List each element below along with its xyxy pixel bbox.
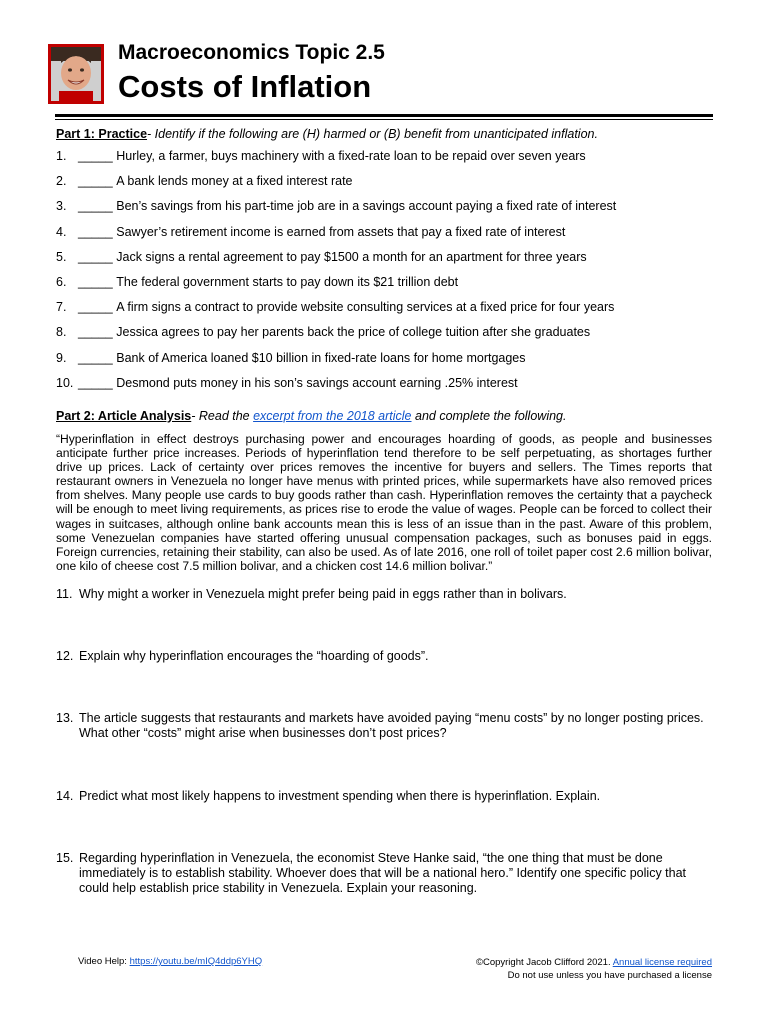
item-text: Jack signs a rental agreement to pay $1500 a month for an apartment for three years [116, 249, 587, 264]
question-text: The article suggests that restaurants and markets have avoided paying “menu costs” by no longer posting prices. What other “costs” might arise when businesses don’t post prices? [79, 711, 704, 740]
item-number: 1. [56, 149, 67, 163]
question-text: Why might a worker in Venezuela might prefer being paid in eggs rather than in bolivars. [79, 587, 567, 601]
item-number: 4. [56, 224, 67, 239]
question-14 [56, 789, 712, 804]
question-text: Explain why hyperinflation encourages the “hoarding of goods”. [79, 649, 429, 663]
video-help-link[interactable]: https://youtu.be/mIQ4ddp6YHQ [129, 956, 263, 967]
practice-item [56, 275, 716, 300]
answer-blank[interactable]: _____ [78, 350, 113, 365]
item-text: Jessica agrees to pay her parents back the price of college tuition after she graduates [116, 325, 591, 340]
item-text: The federal government starts to pay down its $21 trillion debt [116, 274, 459, 289]
page-title: Costs of Inflation [118, 69, 372, 104]
question-number: 11. [56, 587, 73, 601]
question-15 [56, 851, 712, 896]
article-quote: “Hyperinflation in effect destroys purchasing power and encourages hoarding of goods, as people and businesses anticipate further price increases. Periods of hyperinflation tend therefore to be self perpetuating, as shortages further drive up prices. Lack of certainty over prices removes the incentive for buyers and sellers. The Times reports that restaurant owners in Venezuela no longer have menus with printed prices, while supermarkets have also removed prices from shelves. Many people use cards to buy goods rather than cash. Hyperinflation removes the certainty that a paycheck will be enough to meet living requirements, as prices rise to erode the value of wages. People can be forced to collect their wages in suitcases, although online bank accounts mean this is less of an issue than in the past. Aware of this problem, some Venezuelan companies have started offering unusual compensation packages, such as bonuses paid in eggs. Foreign currencies, retaining their stability, can also be used. As of late 2016, one roll of toilet paper cost 2.6 million bolivar, one kilo of cheese cost 7.5 million bolivar, and a chicken cost 14.6 million bolivar.” [56, 432, 712, 573]
item-text: Sawyer’s retirement income is earned from assets that pay a fixed rate of interest [116, 224, 566, 239]
copyright-text: ©Copyright Jacob Clifford 2021. [475, 957, 613, 968]
answer-blank[interactable]: _____ [78, 174, 113, 189]
answer-blank[interactable]: _____ [78, 375, 113, 390]
header-divider-thick [55, 114, 713, 117]
license-notice: Do not use unless you have purchased a license [507, 970, 712, 981]
author-photo [48, 44, 104, 104]
item-number: 9. [56, 350, 67, 365]
answer-blank[interactable]: _____ [78, 199, 113, 214]
header-divider-thin [55, 119, 713, 120]
question-12 [56, 649, 712, 664]
question-13 [56, 711, 712, 741]
question-number: 14. [56, 789, 74, 803]
video-help-label: Video Help: [78, 956, 130, 967]
item-number: 6. [56, 274, 67, 289]
item-text: A firm signs a contract to provide website consulting services at a fixed price for four years [116, 300, 615, 315]
answer-blank[interactable]: _____ [78, 325, 113, 340]
practice-item [56, 199, 716, 224]
answer-blank[interactable]: _____ [78, 249, 113, 264]
part2-lead: Part 2: Article Analysis [56, 409, 192, 423]
item-text: Ben’s savings from his part-time job are in a savings account paying a fixed rate of interest [116, 199, 617, 214]
question-text: Regarding hyperinflation in Venezuela, the economist Steve Hanke said, “the one thing that must be done immediately is to establish stability. Whoever does that will be a national hero.” Identify one specific policy that could help establish price stability in Venezuela. Explain your reasoning. [79, 851, 687, 895]
item-number: 8. [56, 325, 67, 340]
footer-video-help [78, 956, 262, 967]
question-number: 13. [56, 711, 74, 725]
answer-blank[interactable]: _____ [78, 274, 113, 289]
item-number: 2. [56, 174, 67, 189]
part2-instruction-after: and complete the following. [411, 409, 567, 423]
item-number: 10. [56, 375, 74, 390]
question-text: Predict what most likely happens to investment spending when there is hyperinflation. Explain. [79, 789, 601, 803]
practice-item [56, 351, 716, 376]
part1-instruction: - Identify if the following are (H) harmed or (B) benefit from unanticipated inflation. [147, 127, 598, 141]
article-excerpt-link[interactable]: excerpt from the 2018 article [253, 409, 412, 423]
practice-item [56, 325, 716, 350]
item-number: 3. [56, 199, 67, 214]
item-number: 7. [56, 300, 67, 315]
item-number: 5. [56, 249, 67, 264]
practice-item [56, 250, 716, 275]
item-text: A bank lends money at a fixed interest rate [116, 174, 353, 189]
item-text: Desmond puts money in his son’s savings account earning .25% interest [116, 375, 518, 390]
footer-copyright [476, 956, 712, 982]
question-11 [56, 587, 712, 602]
practice-item [56, 376, 716, 401]
answer-blank[interactable]: _____ [78, 224, 113, 239]
practice-item [56, 149, 716, 174]
question-number: 12. [56, 649, 74, 663]
answer-blank[interactable]: _____ [78, 149, 113, 163]
part1-heading [56, 127, 598, 141]
answer-blank[interactable]: _____ [78, 300, 113, 315]
practice-item [56, 300, 716, 325]
part1-lead: Part 1: Practice [56, 127, 148, 141]
practice-item [56, 174, 716, 199]
part2-heading [56, 409, 566, 423]
item-text: Hurley, a farmer, buys machinery with a fixed-rate loan to be repaid over seven years [116, 149, 586, 163]
topic-heading: Macroeconomics Topic 2.5 [118, 41, 385, 64]
license-link[interactable]: Annual license required [612, 957, 712, 968]
part2-instruction-before: - Read the [191, 409, 254, 423]
item-text: Bank of America loaned $10 billion in fixed-rate loans for home mortgages [116, 350, 526, 365]
question-number: 15. [56, 851, 74, 865]
practice-item [56, 225, 716, 250]
practice-list [56, 149, 716, 401]
